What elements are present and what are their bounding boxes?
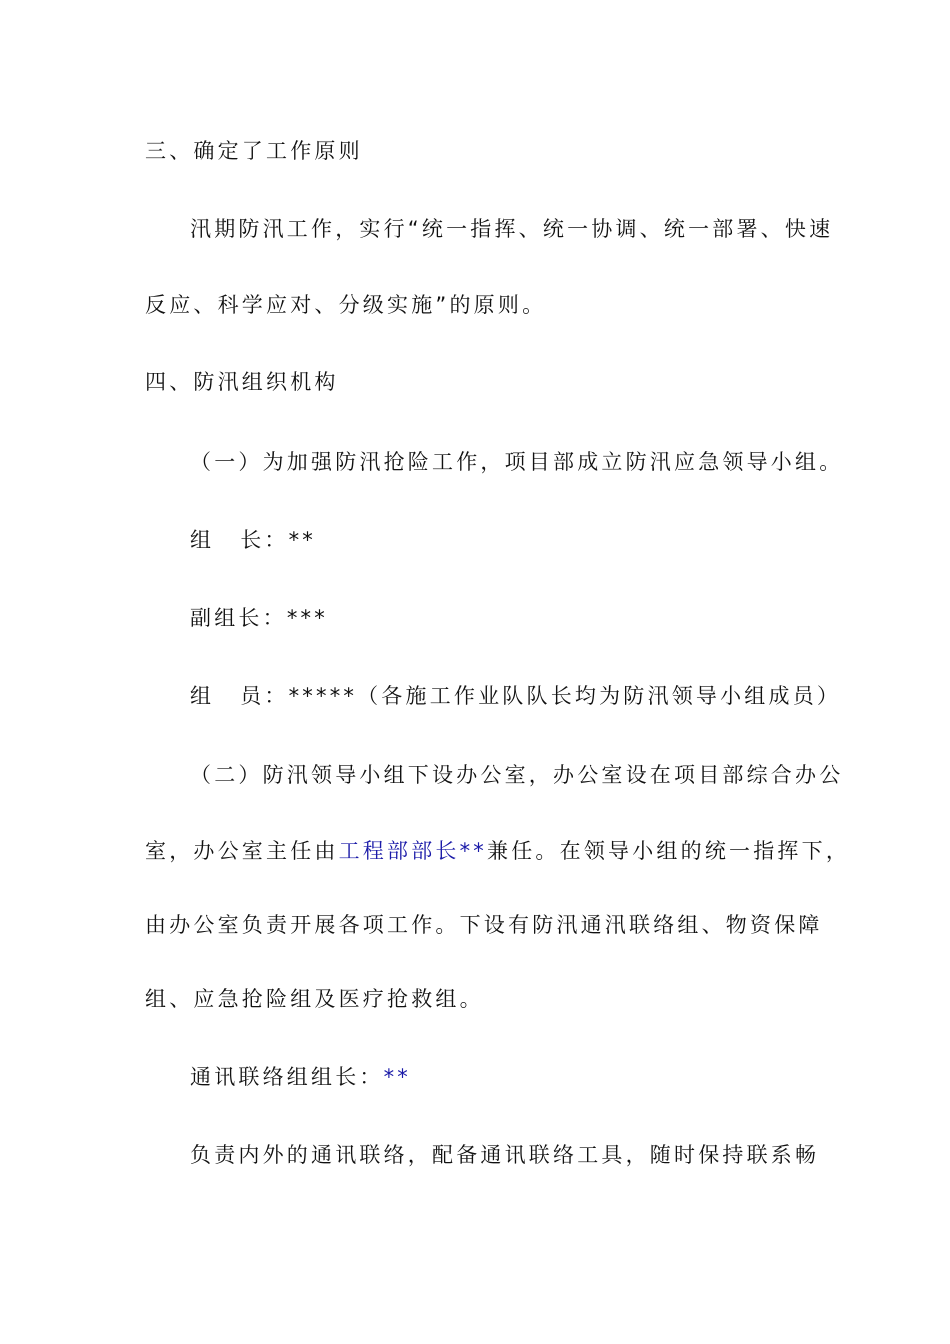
section-3-paragraph-line-2: 反应、科学应对、分级实施”的原则。 [145,293,547,317]
subsection-2-line-2 [145,836,850,866]
subsection-2-line-4: 组、应急抢险组及医疗抢救组。 [145,987,484,1011]
sub2-line2-post: 兼任。在领导小组的统一指挥下， [487,839,851,863]
deputy-value: *** [286,606,328,630]
section-3-paragraph-line-1: 汛期防汛工作，实行“统一指挥、统一协调、统一部署、快速 [190,217,834,241]
section-4-heading: 四、防汛组织机构 [145,370,339,394]
member-value: *****（各施工作业队队长均为防汛领导小组成员） [288,684,842,708]
subsection-2-line-3: 由办公室负责开展各项工作。下设有防汛通汛联络组、物资保障 [145,913,823,937]
sub2-line2-pre: 室，办公室主任由 [145,839,339,863]
leader-line [190,525,316,555]
members-line [190,681,841,711]
deputy-label: 副组长： [190,606,287,630]
comm-duty-line-1: 负责内外的通讯联络，配备通讯联络工具，随时保持联系畅 [190,1143,820,1167]
subsection-2-line-1: （二）防汛领导小组下设办公室，办公室设在项目部综合办公 [190,763,844,787]
deputy-leader-line [190,603,328,633]
leader-value: ** [288,528,317,552]
leader-label-b: 长： [240,528,289,552]
office-director-highlight: 工程部部长** [338,839,488,863]
comm-leader-label: 通讯联络组组长： [190,1065,384,1089]
comm-leader-line [190,1062,411,1092]
member-label-a: 组 [190,684,215,708]
section-3-heading: 三、确定了工作原则 [145,139,363,163]
comm-leader-value: ** [383,1065,412,1089]
subsection-1: （一）为加强防汛抢险工作，项目部成立防汛应急领导小组。 [190,450,844,474]
member-label-b: 员： [240,684,289,708]
leader-label-a: 组 [190,528,215,552]
